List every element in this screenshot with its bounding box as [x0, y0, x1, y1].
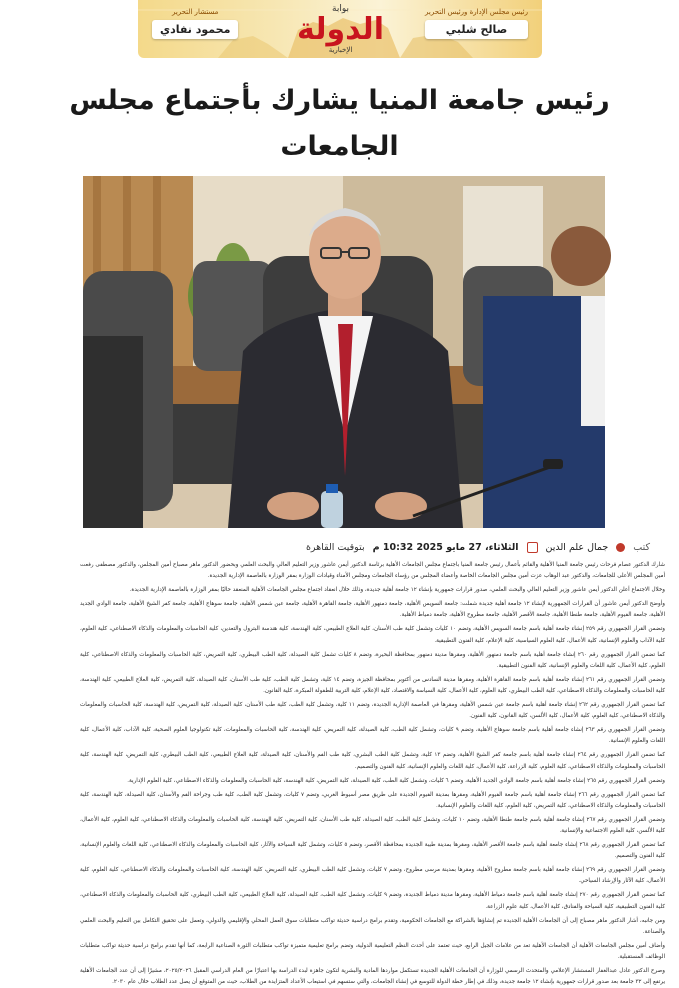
article-photo	[83, 176, 605, 528]
logo-top-text: بوابة	[332, 4, 349, 14]
chairman-box	[425, 8, 528, 39]
photo-illustration	[83, 176, 605, 528]
article-meta	[280, 538, 650, 556]
chairman-name: صالح شلبي	[425, 20, 528, 39]
body-paragraph: كما تضمن القرار الجمهوري رقم ٢٦٨ إنشاء جامعة أهلية باسم جامعة الأقصر الأهلية، ومقرها بمدينة طيبة الجديدة بمحافظة الأقصر، وتضم ٥ كليات، وتشمل كلية السياحة والآثار، كلية الحاسبات والمعلومات والذكاء الاصطناعي، كلية اللغات والعلوم الإنسانية، كلية الفنون والتصميم.	[80, 842, 665, 860]
body-paragraph: ومن جانبه، أشار الدكتور ماهر مصباح إلى أن الجامعات الأهلية الجديدة تم إنشاؤها بالشراكة مع الجامعات الحكومية، وتقدم برامج دراسية حديثة تواكب متطلبات سوق العمل المحلي والإقليمي والدولي، وتعمل على تحقيق التكامل بين التعليم والبحث العلمي والصناعة.	[80, 917, 665, 935]
body-paragraph: وتضمن القرار الجمهوري رقم ٢٦٣ إنشاء جامعة أهلية باسم جامعة سوهاج الأهلية، وتضم ٩ كليات، وتشمل كلية الطب، كلية الصيدلة، كلية التمريض، كلية الهندسة، كلية الحاسبات والمعلومات، كلية تكنولوجيا العلوم الصحية، كلية الآداب، كلية الأعمال، كلية اللغات والعلوم الإنسانية.	[80, 727, 665, 745]
article-body	[80, 560, 666, 986]
body-paragraph: كما تضمن القرار الجمهوري رقم ٢٦٢ إنشاء جامعة أهلية باسم جامعة عين شمس الأهلية، ومقرها في العاصمة الإدارية الجديدة، وتضم ١١ كلية، وتشمل كلية الطب، كلية طب الأسنان، كلية الصيدلة، كلية التمريض، كلية الهندسة، كلية الحاسبات والمعلومات والذكاء الاصطناعي، كلية العلوم، كلية الأعمال، كلية الألسن، كلية القانون، كلية الفنون.	[80, 702, 665, 720]
logo-main-text: الدولة	[297, 12, 384, 47]
editorial-advisor-box	[152, 8, 238, 39]
body-paragraph: وتضمن القرار الجمهوري رقم ٢٥٩ إنشاء جامعة أهلية باسم جامعة السويس الأهلية، وتضم ١٠ كليات وتشمل كلية طب الأسنان، كلية العلاج الطبيعي، كلية الهندسة، كلية هندسة البترول والتعدين، كلية الحاسبات والمعلومات والذكاء الاصطناعي، كلية العلوم، كلية الآداب والعلوم الإنسانية، كلية الأعمال، كلية العلوم السياسية، كلية الإعلام، كلية الفنون التطبيقية.	[80, 626, 665, 644]
site-logo[interactable]	[283, 4, 398, 56]
body-paragraph: كما تضمن القرار الجمهوري رقم ٢٦٠ إنشاء جامعة أهلية باسم جامعة دمنهور الأهلية، ومقرها مدينة دمنهور بمحافظة البحيرة، وتضم ٨ كليات تشمل كلية الصيدلة، كلية الطب البيطري، كلية التمريض، كلية الحاسبات والمعلومات والذكاء الاصطناعي، كلية العلوم، كلية الأعمال، كلية اللغات والعلوم الإنسانية، كلية الفنون التطبيقية.	[80, 651, 665, 669]
body-paragraph: وأوضح الدكتور أيمن عاشور أن القرارات الجمهورية لإنشاء ١٢ جامعة أهلية جديدة شملت: جامعة السويس الأهلية، جامعة دمنهور الأهلية، جامعة القاهرة الأهلية، جامعة عين شمس الأهلية، جامعة سوهاج الأهلية، جامعة كفر الشيخ الأهلية، جامعة الوادي الجديد الأهلية، جامعة الفيوم الأهلية، جامعة طنطا الأهلية، جامعة الأقصر الأهلية، جامعة مطروح الأهلية، جامعة دمياط الأهلية.	[80, 601, 666, 619]
editorial-advisor-role: مستشار التحرير	[171, 8, 219, 16]
timezone-label: بتوقيت القاهرة	[305, 541, 365, 553]
headline-line-1: رئيس جامعة المنيا يشارك بأجتماع مجلس الجامعات	[69, 85, 610, 162]
body-paragraph: وتضمن القرار الجمهوري رقم ٢٦٥ إنشاء جامعة أهلية باسم جامعة الوادي الجديد الأهلية، وتضم ٦ كليات، وتشمل كلية الطب، كلية الصيدلة، كلية التمريض، كلية الهندسة، كلية الحاسبات والمعلومات والذكاء الاصطناعي، كلية العلوم الإدارية.	[127, 777, 665, 784]
body-paragraph: شارك الدكتور عصام فرحات رئيس جامعة المنيا الأهلية والقائم بأعمال رئيس جامعة المنيا باجتماع مجلس الجامعات الأهلية برئاسة الدكتور أيمن عاشور وزير التعليم العالي والبحث العلمي وبحضور الدكتور ماهر مصباح أمين المجلس، والدكتور مصطفى رفعت أمين المجلس الأعلى للجامعات، والدكتور عبد الوهاب عزت أمين مجلس الجامعات الخاصة وأعضاء المجلس من رؤساء الجامعات ومجلس الأمناء وقيادات الوزارة بمقر الوزارة بالعاصمة الإدارية الجديدة.	[80, 562, 665, 580]
body-paragraph: وخلال الاجتماع أعلن الدكتور أيمن عاشور وزير التعليم العالي والبحث العلمي، صدور قرارات جمهورية بإنشاء ١٢ جامعة أهلية جديدة، وذلك خلال انعقاد اجتماع مجلس الجامعات الأهلية المنعقد حاليًا بمقر الوزارة بالعاصمة الإدارية الجديدة.	[129, 587, 665, 594]
body-paragraph: وتضمن القرار الجمهوري رقم ٢٦١ إنشاء جامعة أهلية باسم جامعة القاهرة الأهلية، ومقرها مدينة السادس من أكتوبر بمحافظة الجيزة، وتضم ١٤ كلية، وتشمل كلية الطب، كلية طب الأسنان، كلية الصيدلة، كلية التمريض، كلية العلاج الطبيعي، كلية الهندسة، كلية الحاسبات والمعلومات والذكاء الاصطناعي، كلية الطب البيطري، كلية العلوم، كلية الأعمال، كلية السياسة والاقتصاد، كلية الإعلام، كلية التربية للطفولة المبكرة، كلية القانون.	[80, 676, 665, 694]
masthead-banner	[138, 0, 542, 58]
body-paragraph: وتضمن القرار الجمهوري رقم ٢٦٩ إنشاء جامعة أهلية باسم جامعة مطروح الأهلية، ومقرها بمدينة مرسى مطروح، وتضم ٧ كليات، وتشمل كلية الطب البيطري، كلية التمريض، كلية الهندسة، كلية الحاسبات والمعلومات والذكاء الاصطناعي، كلية العلوم، كلية الأعمال، كلية الآثار والإرشاد السياحي.	[80, 867, 665, 885]
body-paragraph: وأضاف أمين مجلس الجامعات الأهلية أن الجامعات الأهلية تعد من علامات الجيل الرابع، حيث تعتمد على أحدث النظم التعليمية الدولية، وتضم برامج تعليمية متميزة تواكب متطلبات الثورة الصناعية الرابعة، كما أنها تقدم برامج دراسية حديثة تواكب متطلبات الوظائف المستقبلية.	[80, 942, 665, 960]
body-paragraph: كما تضمن القرار الجمهوري رقم ٢٦٦ إنشاء جامعة أهلية باسم جامعة الفيوم الأهلية، ومقرها بمدينة الفيوم الجديدة على طريق مصر أسيوط الغربي، وتضم ٧ كليات، وتشمل كلية الطب، كلية طب وجراحة الفم والأسنان، كلية الصيدلة، كلية الهندسة، كلية الحاسبات والمعلومات والذكاء الاصطناعي، كلية التمريض، كلية العلوم، كلية اللغات والعلوم الإنسانية.	[80, 791, 665, 809]
author-label: كتب	[633, 541, 650, 553]
body-paragraph: وتضمن القرار الجمهوري رقم ٢٦٧ إنشاء جامعة أهلية باسم جامعة طنطا الأهلية، وتضم ١٠ كليات، وتشمل كلية الطب، كلية الصيدلة، كلية طب الأسنان، كلية التمريض، كلية الهندسة، كلية الحاسبات والمعلومات والذكاء الاصطناعي، كلية العلوم، كلية الأعمال، كلية الألسن، كلية العلوم الاجتماعية والإنسانية.	[80, 816, 665, 834]
publish-date: الثلاثاء، 27 مايو 2025 10:32 م	[372, 541, 519, 553]
logo-bottom-text: الإخبارية	[328, 46, 353, 54]
author-name[interactable]: جمال علم الدين	[545, 541, 609, 553]
body-paragraph: وصرح الدكتور عادل عبدالغفار المستشار الإعلامي والمتحدث الرسمي للوزارة أن الجامعات الأهلية الجديدة تستكمل مواردها المادية والبشرية لتكون جاهزة لبدء الدراسة بها اعتبارًا من العام الدراسي المقبل ٢٠٢٥/٢٠٢٦، مشيرًا إلى أن عدد الجامعات الأهلية يرتفع إلى ٣٢ جامعة بعد صدور قرارات جمهورية بإنشاء ١٢ جامعة جديدة، وذلك في إطار خطة الدولة للتوسع في إنشاء الجامعات، والتي ستسهم في استيعاب الأعداد المتزايدة من الطلاب، حيث من المتوقع أن يصل عدد الطلاب خلال عام ٢٠٣٠.	[80, 968, 665, 986]
editorial-advisor-name: محمود نفادي	[152, 20, 238, 39]
chairman-role: رئيس مجلس الإدارة ورئيس التحرير	[425, 8, 528, 16]
body-paragraph: كما تضمن القرار الجمهوري رقم ٢٧٠ إنشاء جامعة أهلية باسم جامعة دمياط الأهلية، ومقرها مدينة دمياط الجديدة، وتضم ٩ كليات، وتشمل كلية الطب، كلية الصيدلة، كلية العلاج الطبيعي، كلية الطب البيطري، كلية الحاسبات والمعلومات والذكاء الاصطناعي، كلية الفنون التطبيقية، كلية السياحة والفنادق، كلية الأعمال، كلية علوم الزراعة.	[80, 892, 665, 910]
body-paragraph: كما تضمن القرار الجمهوري رقم ٢٦٤ إنشاء جامعة أهلية باسم جامعة كفر الشيخ الأهلية، وتضم ١٣ كلية، وتشمل كلية الطب البشري، كلية طب الفم والأسنان، كلية الصيدلة، كلية العلاج الطبيعي، كلية الطب البيطري، كلية التمريض، كلية الهندسة، كلية الحاسبات والمعلومات والذكاء الاصطناعي، كلية العلوم، كلية الزراعة، كلية الأعمال، كلية اللغات والعلوم الإنسانية، كلية الفنون والتصميم.	[80, 752, 665, 770]
author-icon	[616, 543, 625, 552]
calendar-icon	[527, 542, 538, 553]
